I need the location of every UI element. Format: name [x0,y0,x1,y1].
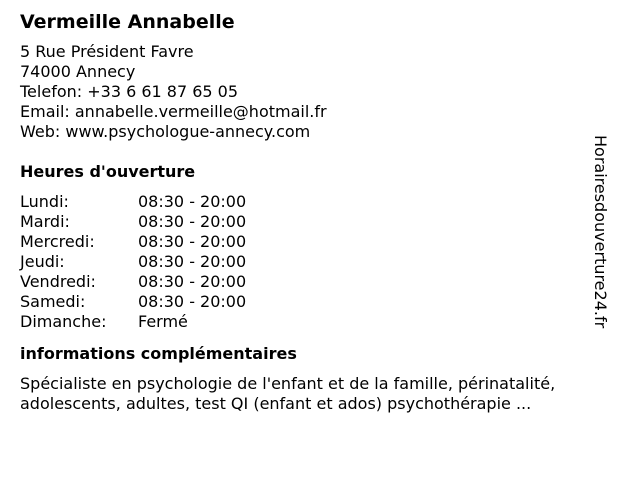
phone-text: Telefon: +33 6 61 87 65 05 [20,82,239,101]
hours-row-monday [20,192,246,212]
hours-row-friday [20,272,246,292]
hours-row-tuesday [20,212,246,232]
day-label: Mercredi: [20,232,95,251]
opening-hours-heading: Heures d'ouverture [20,162,196,181]
day-hours: 08:30 - 20:00 [138,212,247,231]
hours-row-saturday [20,292,246,312]
hours-row-thursday [20,252,246,272]
day-hours: 08:30 - 20:00 [138,272,247,291]
hours-row-sunday [20,312,246,332]
additional-info-heading: informations complémentaires [20,344,297,363]
day-hours: 08:30 - 20:00 [138,232,247,251]
email-text: Email: annabelle.vermeille@hotmail.fr [20,102,327,121]
additional-info-text: Spécialiste en psychologie de l'enfant et de la famille, périnatalité, adolescents, adultes, test QI (enfant et ados) psychothérapie ... [20,374,556,413]
day-hours: 08:30 - 20:00 [138,292,247,311]
day-hours: Fermé [138,312,188,331]
day-label: Samedi: [20,292,86,311]
day-label: Vendredi: [20,272,96,291]
website-text: Web: www.psychologue-annecy.com [20,122,311,141]
day-hours: 08:30 - 20:00 [138,192,247,211]
site-watermark: Horairesdouverture24.fr [591,135,610,329]
day-label: Dimanche: [20,312,107,331]
day-label: Mardi: [20,212,70,231]
day-hours: 08:30 - 20:00 [138,252,247,271]
address-street: 5 Rue Président Favre [20,42,194,61]
opening-hours-table [20,192,246,332]
business-name: Vermeille Annabelle [20,11,235,33]
day-label: Lundi: [20,192,69,211]
day-label: Jeudi: [20,252,65,271]
address-city: 74000 Annecy [20,62,136,81]
business-card [20,10,620,414]
hours-row-wednesday [20,232,246,252]
